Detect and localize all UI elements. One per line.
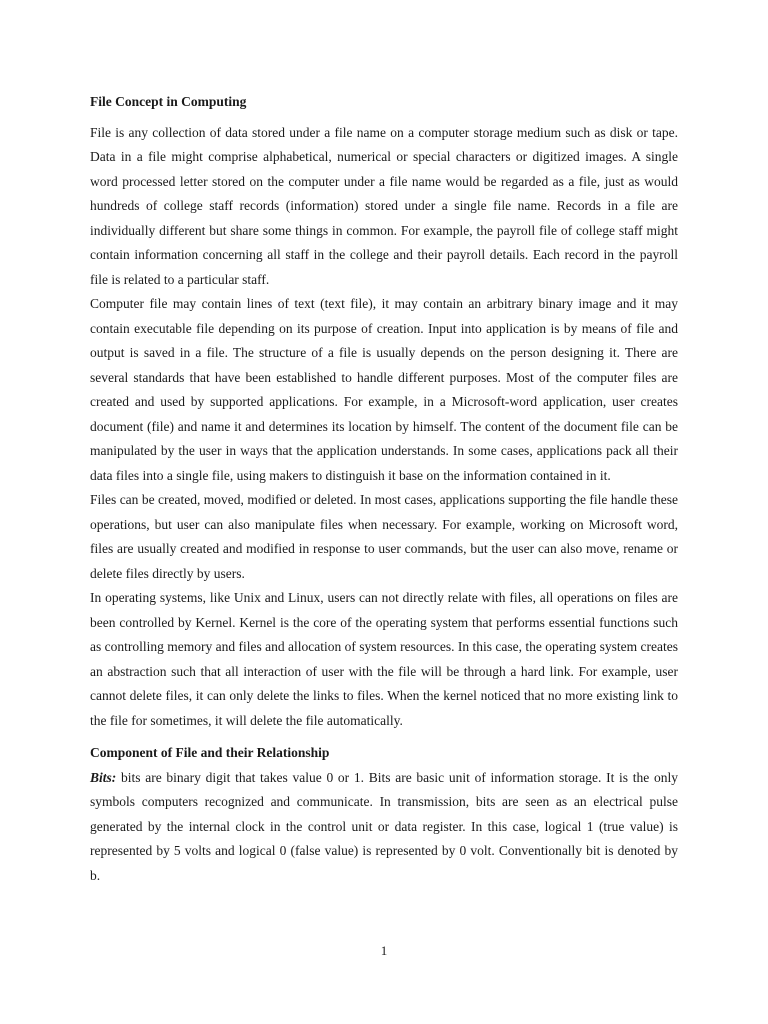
section-heading-components: Component of File and their Relationship bbox=[90, 745, 330, 760]
paragraph-bits bbox=[90, 766, 678, 889]
paragraph-computer-file-content: Computer file may contain lines of text (text file), it may contain an arbitrary binary image and it may contain executable file depending on its purpose of creation. Input into application is by means of file and output is saved in a file. The structure of a file is usually depends on the person designing it. There are several standards that have been established to handle different purposes. Most of the computer files are created and used by supported applications. For example, in a Microsoft-word application, user creates document (file) and name it and determines its location by himself. The content of the document file can be manipulated by the user in ways that the application understands. In some cases, applications pack all their data files into a single file, using makers to distinguish it base on the information contained in it. bbox=[90, 296, 678, 483]
paragraph-operating-systems: In operating systems, like Unix and Linux, users can not directly relate with files, all operations on files are been controlled by Kernel. Kernel is the core of the operating system that performs essential functions such as controlling memory and files and allocation of system resources. In this case, the operating system creates an abstraction such that all interaction of user with the file will be through a hard link. For example, user cannot delete files, it can only delete the links to files. When the kernel noticed that no more existing link to the file for sometimes, it will delete the file automatically. bbox=[90, 590, 678, 728]
page-title: File Concept in Computing bbox=[90, 94, 247, 109]
paragraph-file-definition: File is any collection of data stored under a file name on a computer storage medium such as disk or tape. Data in a file might comprise alphabetical, numerical or special characters or digitized images. A single word processed letter stored on the computer under a file name would be regarded as a file, just as would hundreds of college staff records (information) stored under a single file name. Records in a file are individually different but share some things in common. For example, the payroll file of college staff might contain information concerning all staff in the college and their payroll details. Each record in the payroll file is related to a particular staff. bbox=[90, 124, 678, 287]
bits-term: Bits: bbox=[90, 769, 117, 785]
page-number: 1 bbox=[380, 943, 388, 958]
bits-definition: bits are binary digit that takes value 0 or 1. Bits are basic unit of information storage. It is the only symbols computers recognized and communicate. In transmission, bits are seen as an electrical pulse generated by the internal clock in the control unit or data register. In this case, logical 1 (true value) is represented by 5 volts and logical 0 (false value) is represented by 0 volt. Conventionally bit is denoted by b. bbox=[90, 769, 678, 883]
paragraph-file-operations: Files can be created, moved, modified or deleted. In most cases, applications supporting the file handle these operations, but user can also manipulate files when necessary. For example, working on Microsoft word, files are usually created and modified in response to user commands, but the user can also move, rename or delete files directly by users. bbox=[90, 492, 678, 581]
document-page bbox=[90, 90, 678, 888]
